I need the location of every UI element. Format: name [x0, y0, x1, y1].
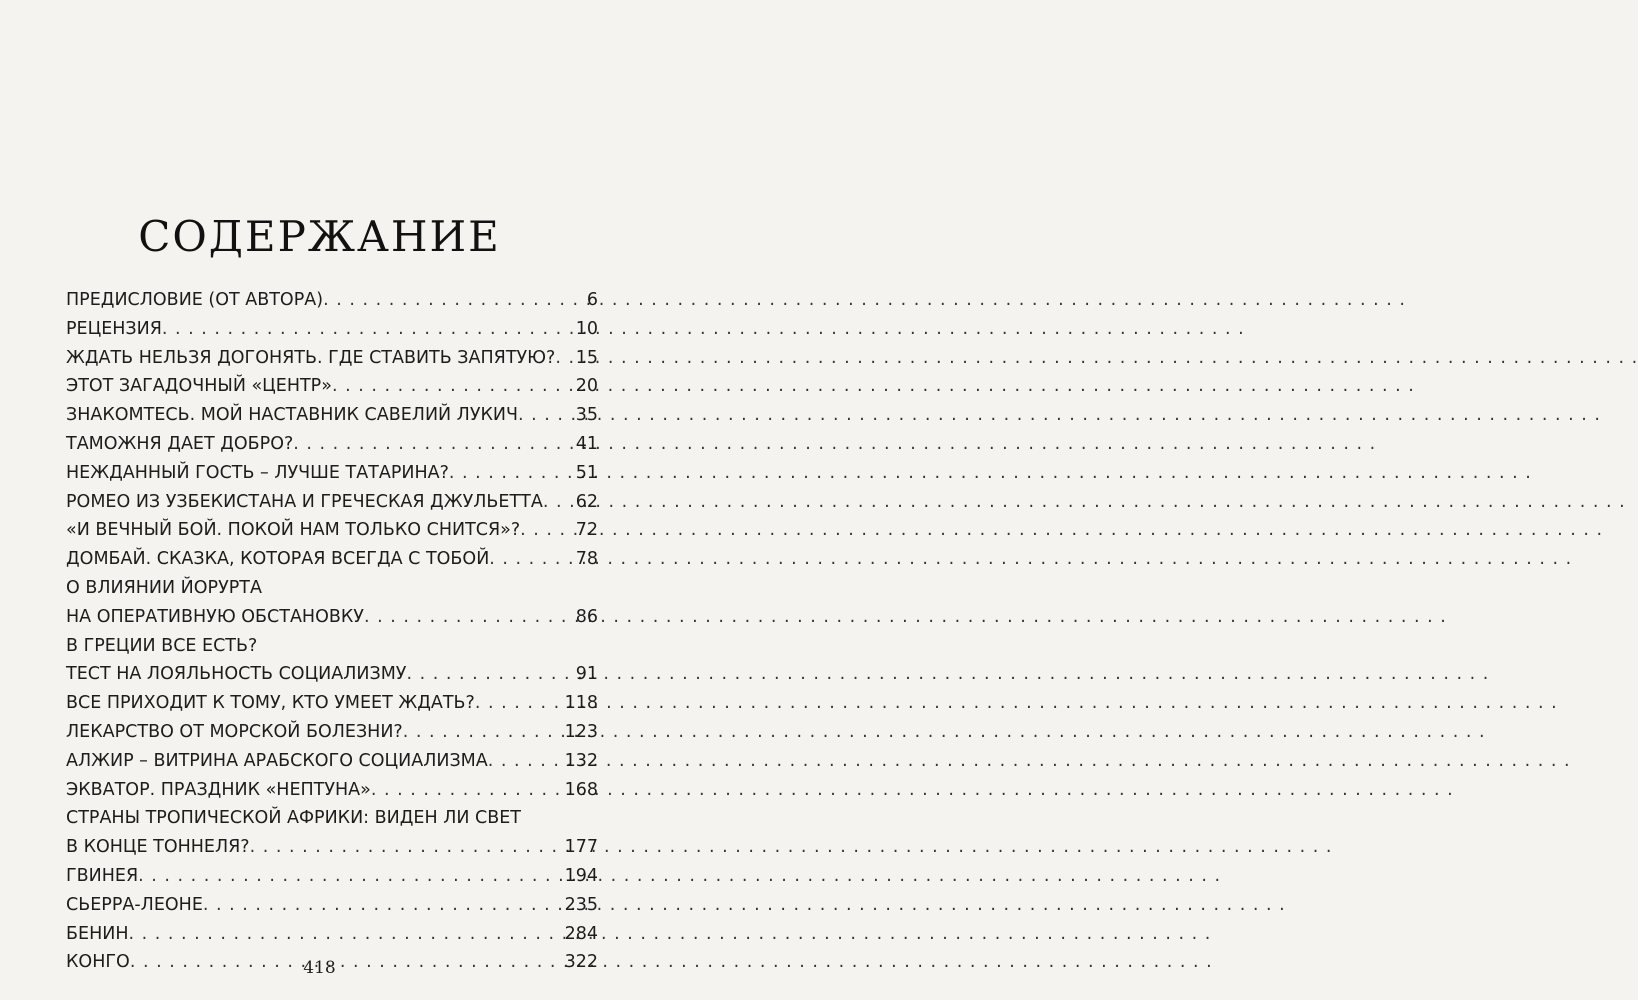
dot-leader [555, 348, 573, 368]
dot-leader [475, 693, 563, 713]
dot-leader [406, 664, 573, 684]
toc-entry-page: 168 [564, 779, 598, 800]
toc-entry-page: 118 [564, 693, 598, 714]
toc-entry-title: ЗНАКОМТЕСЬ. МОЙ НАСТАВНИК САВЕЛИЙ ЛУКИЧ [66, 405, 519, 426]
toc-entry-page: 6 [586, 290, 598, 310]
toc-entry-page: 51 [575, 462, 598, 483]
dot-leader [128, 924, 562, 944]
toc-entry-title: В ГРЕЦИИ ВСЕ ЕСТЬ? [66, 635, 258, 656]
dot-leader [162, 319, 574, 339]
toc-entry-page: 10 [575, 318, 598, 339]
toc-entry [66, 463, 598, 492]
toc-entry-title: ТАМОЖНЯ ДАЕТ ДОБРО? [66, 433, 294, 454]
toc-entry-title: СЬЕРРА-ЛЕОНЕ [66, 894, 203, 915]
toc-entry [66, 520, 598, 549]
page-number: 418 [303, 958, 336, 978]
toc-entry-title: О ВЛИЯНИИ ЙОРУРТА [66, 577, 262, 598]
toc-entry [66, 866, 598, 895]
toc-entry [66, 664, 598, 693]
toc-entry-title: ВСЕ ПРИХОДИТ К ТОМУ, КТО УМЕЕТ ЖДАТЬ? [66, 693, 475, 714]
toc-entry [66, 895, 598, 924]
toc-entry-title: ПРЕДИСЛОВИЕ (ОТ АВТОРА) [66, 290, 324, 310]
toc-entry-title: ЖДАТЬ НЕЛЬЗЯ ДОГОНЯТЬ. ГДЕ СТАВИТЬ ЗАПЯТУЮ? [66, 347, 556, 368]
toc-entry-title: НА ОПЕРАТИВНУЮ ОБСТАНОВКУ [66, 606, 364, 627]
toc-entry-title: ГВИНЕЯ [66, 865, 139, 886]
toc-entry-page: 123 [564, 721, 598, 742]
toc-entry [66, 290, 598, 319]
dot-leader [520, 520, 574, 540]
toc-entry-title: «И ВЕЧНЫЙ БОЙ. ПОКОЙ НАМ ТОЛЬКО СНИТСЯ»? [66, 520, 521, 541]
dot-leader [364, 607, 574, 627]
toc-entry [66, 780, 598, 809]
dot-leader [543, 492, 574, 512]
toc-entry [66, 722, 598, 751]
dot-leader [250, 837, 563, 857]
dot-leader [449, 463, 574, 483]
toc-entry-page: 20 [575, 376, 598, 397]
toc-entry-page: 235 [564, 894, 598, 915]
toc-entry-page: 194 [564, 865, 598, 886]
toc-entry [66, 808, 598, 837]
toc-entry [66, 549, 598, 578]
toc-entry-page: 35 [575, 405, 598, 426]
toc-entry [66, 376, 598, 405]
toc-entry-title: НЕЖДАННЫЙ ГОСТЬ – ЛУЧШЕ ТАТАРИНА? [66, 462, 449, 483]
toc-entry-title: ТЕСТ НА ЛОЯЛЬНОСТЬ СОЦИАЛИЗМУ [66, 664, 407, 685]
toc-entry [66, 607, 598, 636]
toc-entry [66, 636, 598, 665]
toc-entry [66, 319, 598, 348]
toc-entry [66, 924, 598, 953]
toc-entry-title: РЕЦЕНЗИЯ [66, 318, 162, 339]
toc-entry-page: 86 [575, 606, 598, 627]
toc-entry-page: 78 [575, 549, 598, 570]
toc-entry-title: ЭТОТ ЗАГАДОЧНЫЙ «ЦЕНТР» [66, 376, 332, 397]
toc-entry-title: АЛЖИР – ВИТРИНА АРАБСКОГО СОЦИАЛИЗМА [66, 750, 488, 771]
toc-entry-page: 322 [564, 952, 598, 973]
toc-entry-title: КОНГО [66, 952, 130, 973]
toc-entry-page: 41 [575, 433, 598, 454]
dot-leader [489, 549, 573, 569]
table-of-contents [66, 290, 598, 981]
toc-entry-page: 62 [575, 491, 598, 512]
dot-leader [403, 722, 563, 742]
toc-entry [66, 751, 598, 780]
toc-entry-page: 177 [564, 837, 598, 858]
dot-leader [138, 866, 562, 886]
dot-leader [371, 780, 563, 800]
dot-leader [293, 434, 573, 454]
toc-entry-page: 91 [575, 664, 598, 685]
dot-leader [323, 290, 585, 310]
toc-entry-page: 132 [564, 750, 598, 771]
toc-entry [66, 693, 598, 722]
toc-entry [66, 578, 598, 607]
page-title: СОДЕРЖАНИЕ [138, 212, 501, 261]
toc-entry [66, 434, 598, 463]
dot-leader [203, 895, 563, 915]
toc-entry-title: РОМЕО ИЗ УЗБЕКИСТАНА И ГРЕЧЕСКАЯ ДЖУЛЬЕТТА [66, 491, 543, 512]
dot-leader [488, 751, 563, 771]
toc-entry-title: ЛЕКАРСТВО ОТ МОРСКОЙ БОЛЕЗНИ? [66, 721, 403, 742]
toc-entry [66, 492, 598, 521]
toc-entry [66, 837, 598, 866]
toc-entry-title: БЕНИН [66, 923, 129, 944]
toc-entry-page: 72 [575, 520, 598, 541]
dot-leader [332, 376, 574, 396]
dot-leader [518, 405, 574, 425]
toc-entry-page: 284 [564, 923, 598, 944]
toc-entry-page: 15 [575, 347, 598, 368]
toc-entry-title: ДОМБАЙ. СКАЗКА, КОТОРАЯ ВСЕГДА С ТОБОЙ [66, 549, 490, 570]
toc-entry-title: В КОНЦЕ ТОННЕЛЯ? [66, 837, 250, 858]
toc-entry [66, 348, 598, 377]
toc-entry-title: СТРАНЫ ТРОПИЧЕСКОЙ АФРИКИ: ВИДЕН ЛИ СВЕТ [66, 808, 521, 829]
toc-entry [66, 405, 598, 434]
toc-entry-title: ЭКВАТОР. ПРАЗДНИК «НЕПТУНА» [66, 779, 371, 800]
